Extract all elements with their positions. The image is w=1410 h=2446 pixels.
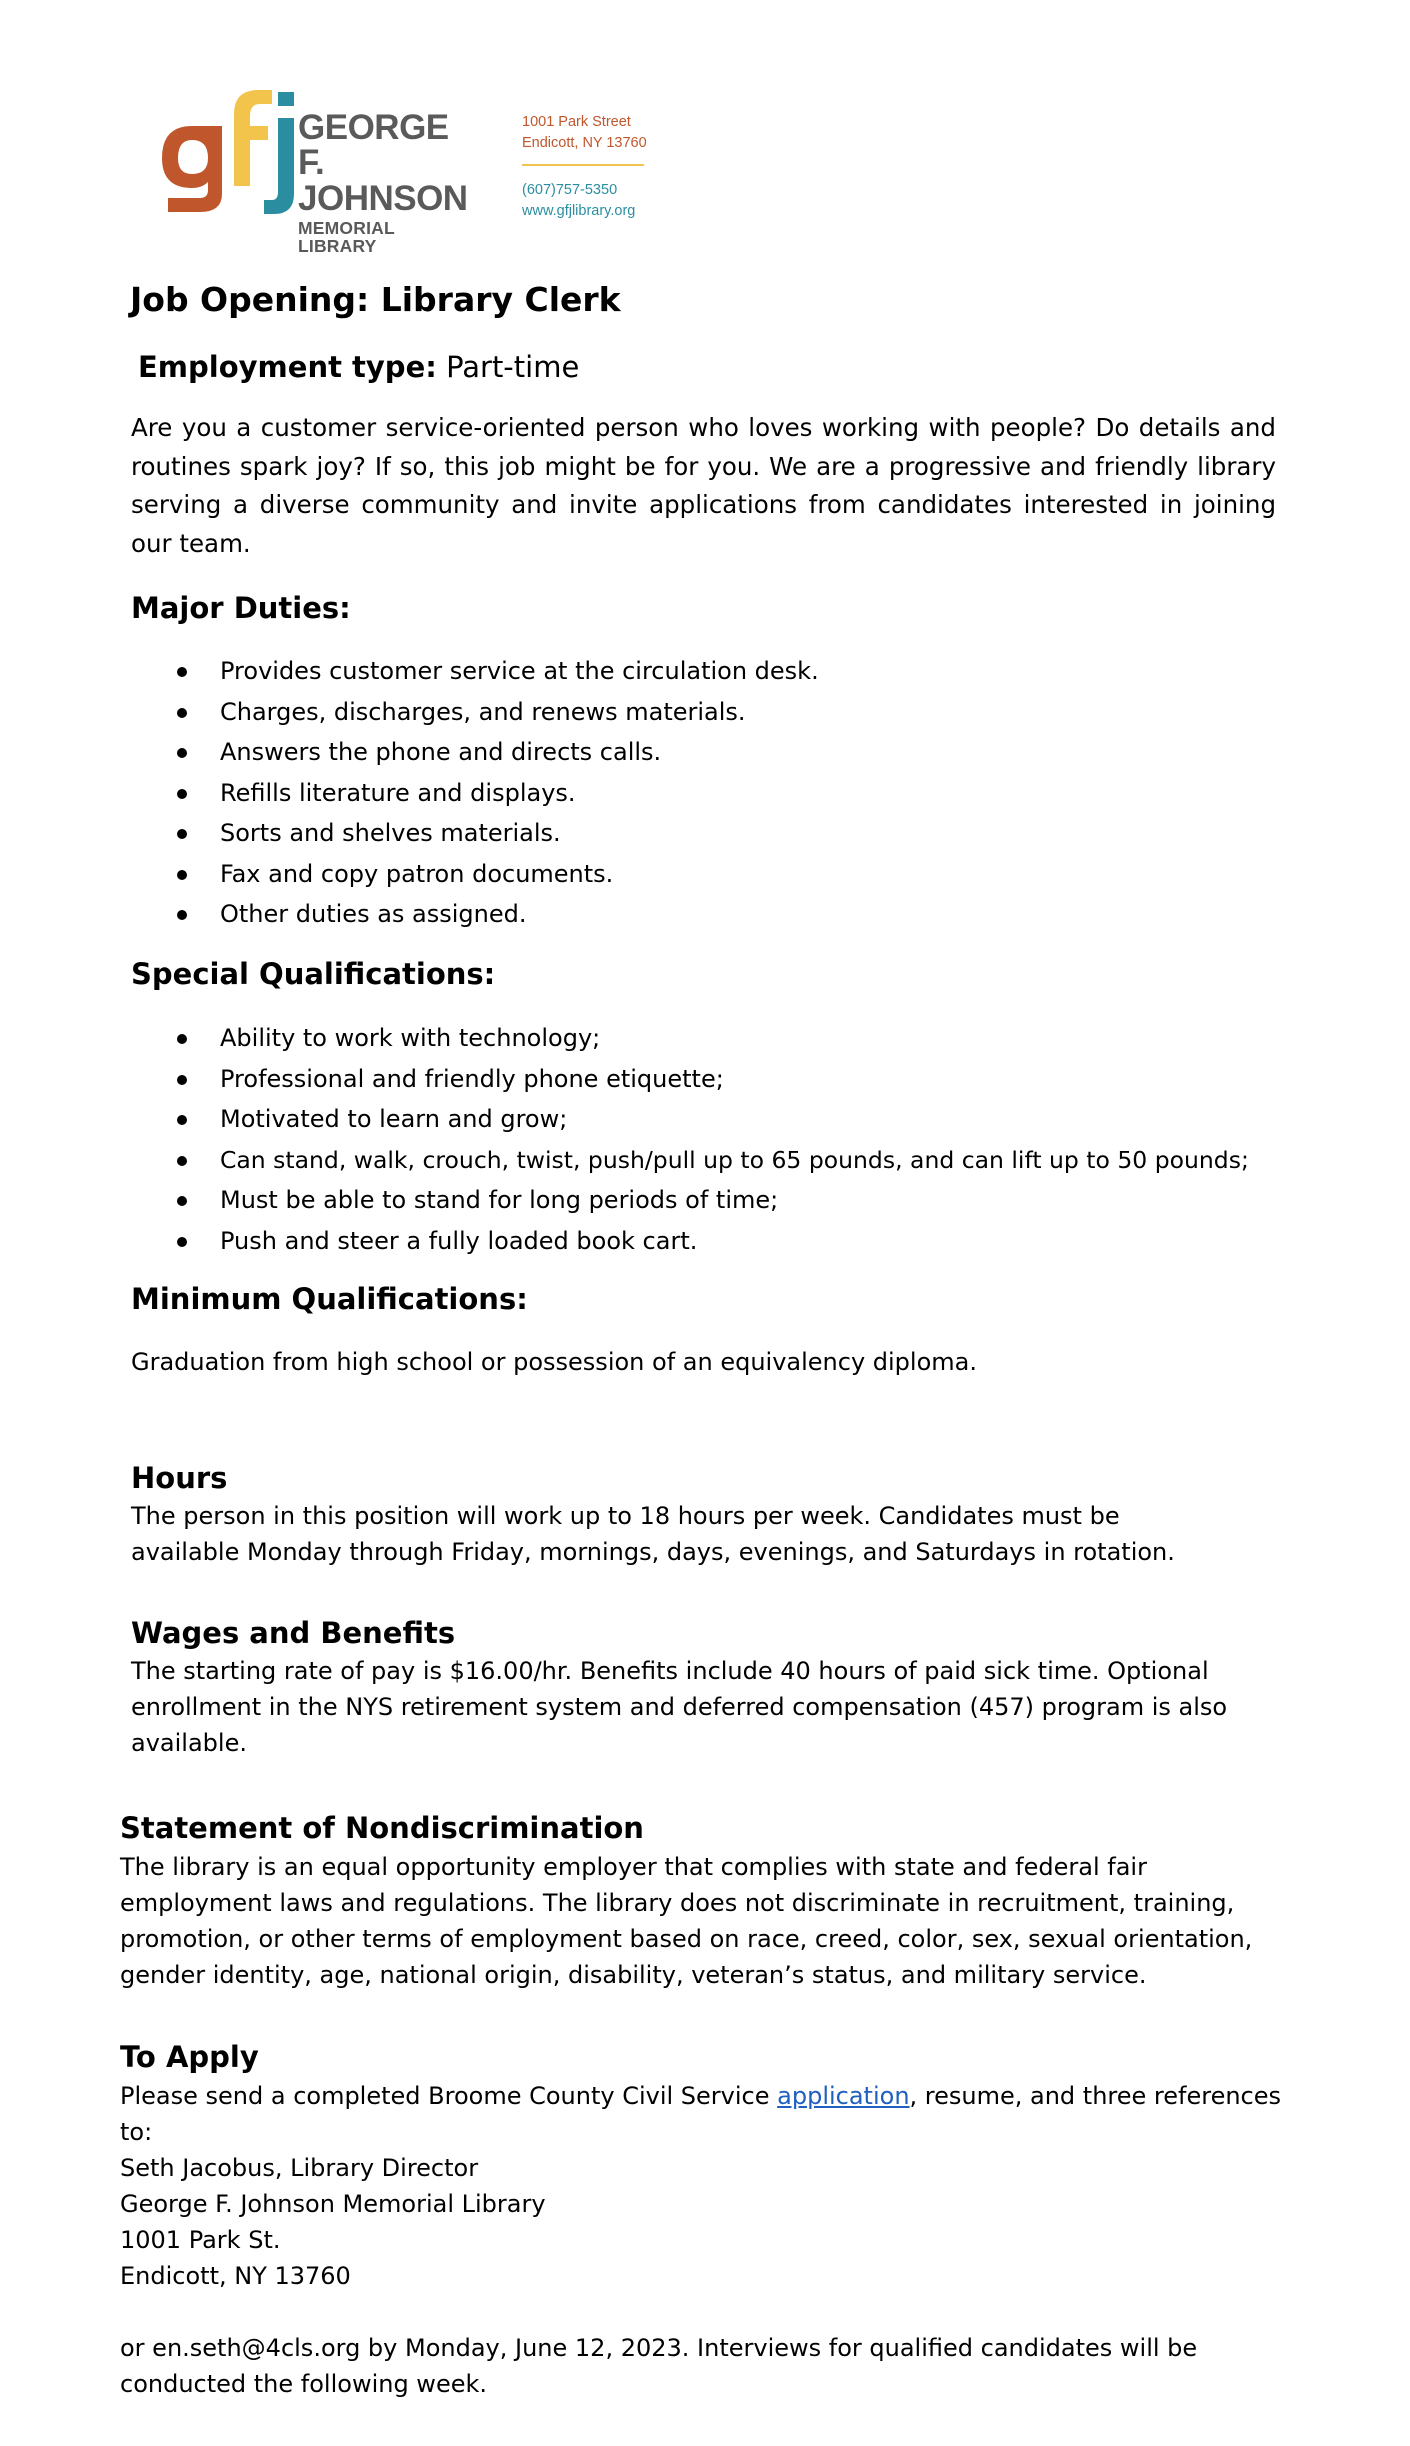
wages-heading: Wages and Benefits (131, 1616, 456, 1650)
application-link[interactable]: application (777, 2082, 910, 2110)
hours-line2: available Monday through Friday, mornings, days, evenings, and Saturdays in rotation. (131, 1538, 1175, 1566)
list-item: Push and steer a fully loaded book cart. (175, 1221, 1249, 1262)
library-name-line2: JOHNSON (298, 179, 468, 218)
nondiscrimination-line2: employment laws and regulations. The library does not discriminate in recruitment, training, (120, 1889, 1235, 1917)
apply-heading: To Apply (120, 2040, 259, 2074)
employment-type-label: Employment type: (138, 350, 437, 384)
nondiscrimination-text (120, 1849, 1252, 1993)
library-name-line3: MEMORIAL LIBRARY (298, 218, 395, 256)
apply-line1-end: , resume, and three references (909, 2082, 1282, 2110)
gfj-logo-mark (160, 86, 300, 216)
list-item: Professional and friendly phone etiquette; (175, 1059, 1249, 1100)
apply-text (120, 2078, 1281, 2402)
list-item: Charges, discharges, and renews materials. (175, 692, 819, 733)
letterhead-contact (522, 112, 647, 222)
nondiscrimination-line3: promotion, or other terms of employment based on race, creed, color, sex, sexual orientation, (120, 1925, 1253, 1953)
major-duties-list (175, 651, 819, 935)
list-item: Provides customer service at the circulation desk. (175, 651, 819, 692)
nondiscrimination-line4: gender identity, age, national origin, disability, veteran’s status, and military service. (120, 1961, 1147, 1989)
library-name-line1: GEORGE F. (298, 108, 449, 182)
list-item: Refills literature and displays. (175, 773, 819, 814)
list-item: Must be able to stand for long periods of time; (175, 1180, 1249, 1221)
special-qualifications-heading: Special Qualifications: (131, 957, 496, 991)
library-name (298, 110, 468, 255)
list-item: Sorts and shelves materials. (175, 813, 819, 854)
apply-line2: to: (120, 2118, 153, 2146)
list-item: Ability to work with technology; (175, 1018, 1249, 1059)
list-item: Can stand, walk, crouch, twist, push/pull up to 65 pounds, and can lift up to 50 pounds; (175, 1140, 1249, 1181)
website-link[interactable]: www.gfjlibrary.org (522, 203, 636, 219)
apply-address-line3: 1001 Park St. (120, 2226, 281, 2254)
hours-line1: The person in this position will work up to 18 hours per week. Candidates must be (131, 1502, 1120, 1530)
apply-line1 (120, 2078, 1281, 2114)
apply-address-line2: George F. Johnson Memorial Library (120, 2190, 546, 2218)
major-duties-heading: Major Duties: (131, 591, 351, 625)
employment-type-value: Part-time (446, 350, 580, 384)
wages-line3: available. (131, 1729, 247, 1757)
apply-closing-line1: or en.seth@4cls.org by Monday, June 12, 2023. Interviews for qualified candidates will be (120, 2334, 1198, 2362)
contact-divider (522, 164, 644, 166)
address-line2: Endicott, NY 13760 (522, 135, 647, 151)
page-title: Job Opening: Library Clerk (130, 280, 621, 319)
employment-type (138, 350, 579, 384)
special-qualifications-list (175, 1018, 1249, 1261)
wages-text (131, 1653, 1227, 1761)
apply-closing-line2: conducted the following week. (120, 2370, 487, 2398)
minimum-qualifications-heading: Minimum Qualifications: (131, 1282, 528, 1316)
address-line1: 1001 Park Street (522, 114, 631, 130)
list-item: Fax and copy patron documents. (175, 854, 819, 895)
nondiscrimination-line1: The library is an equal opportunity employer that complies with state and federal fair (120, 1853, 1147, 1881)
minimum-qualifications-text: Graduation from high school or possession of an equivalency diploma. (131, 1348, 977, 1376)
list-item: Motivated to learn and grow; (175, 1099, 1249, 1140)
apply-line1-start: Please send a completed Broome County Civil Service (120, 2082, 778, 2110)
library-logo (160, 86, 468, 256)
list-item: Answers the phone and directs calls. (175, 732, 819, 773)
list-item: Other duties as assigned. (175, 894, 819, 935)
wages-line2: enrollment in the NYS retirement system and deferred compensation (457) program is also (131, 1693, 1228, 1721)
spacer (120, 2294, 1281, 2330)
hours-text (131, 1498, 1175, 1570)
apply-address-line4: Endicott, NY 13760 (120, 2262, 351, 2290)
apply-address-line1: Seth Jacobus, Library Director (120, 2154, 479, 2182)
nondiscrimination-heading: Statement of Nondiscrimination (120, 1811, 644, 1845)
phone-number: (607)757-5350 (522, 182, 618, 198)
intro-paragraph: Are you a customer service-oriented person who loves working with people? Do details and routines spark joy? If so, this job might be for you. We are a progressive and friendly library serving a diverse community and invite applications from candidates interested in joining our team. (131, 413, 1276, 558)
hours-heading: Hours (131, 1461, 228, 1495)
wages-line1: The starting rate of pay is $16.00/hr. Benefits include 40 hours of paid sick time. Optional (131, 1657, 1209, 1685)
